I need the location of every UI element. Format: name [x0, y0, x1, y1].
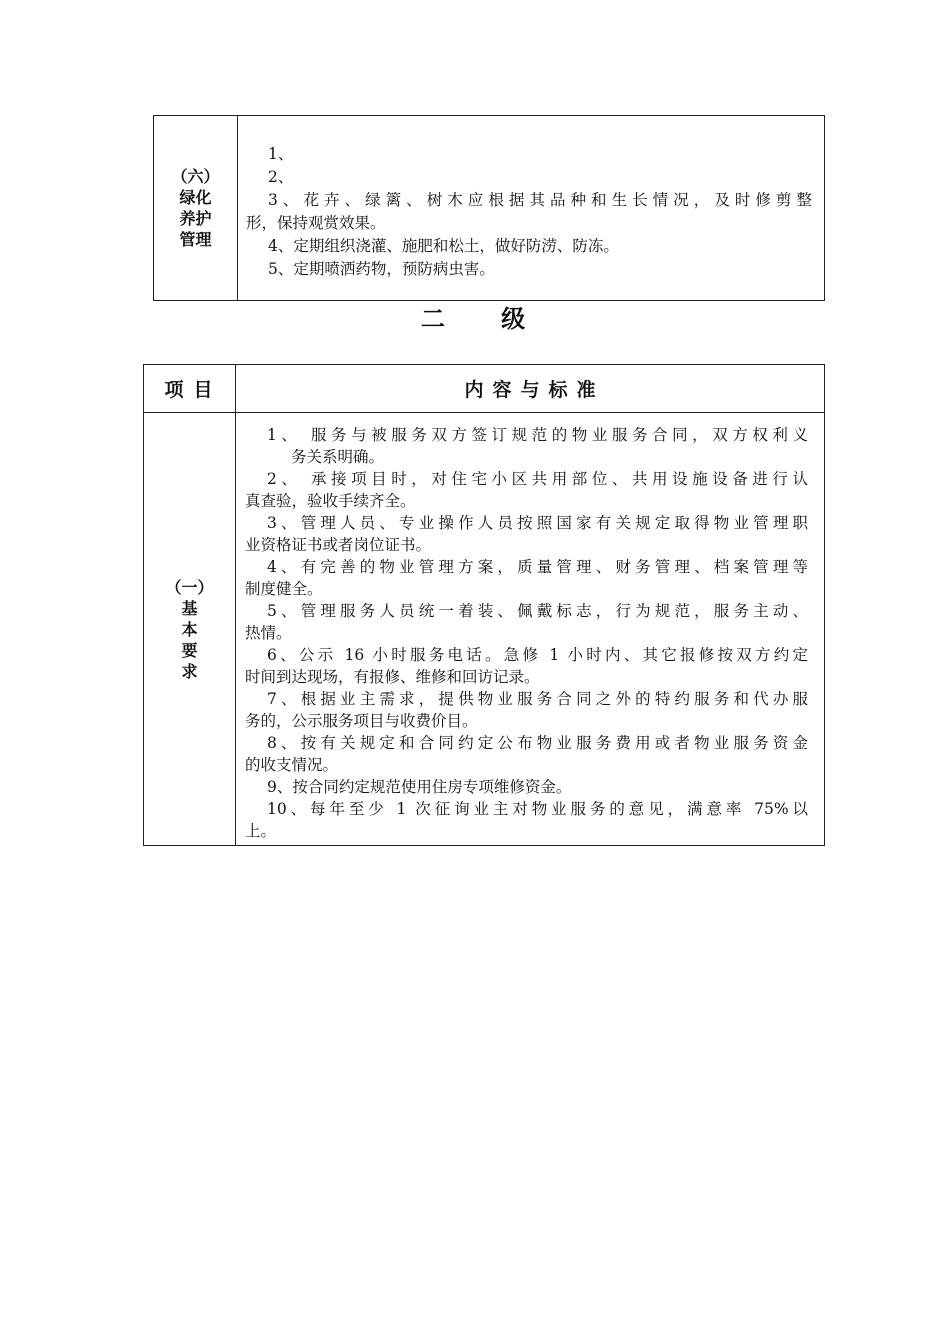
content-line: 业资格证书或者岗位证书。 [245, 536, 432, 554]
content-line: 1、 服务与被服务双方签订规范的物业服务合同，双方权利义 [267, 426, 808, 444]
content-line: 4、定期组织浇灌、施肥和松土，做好防涝、防冻。 [268, 237, 619, 255]
content-line: 热情。 [245, 624, 292, 642]
basic-requirements-table [143, 364, 825, 846]
item-label-line: 绿化 [179, 188, 212, 207]
item-label-line: 基 [181, 598, 198, 618]
item-label-line: 本 [181, 619, 198, 639]
level-heading: 二 级 [420, 305, 550, 333]
content-line: 3、管理人员、专业操作人员按照国家有关规定取得物业管理职 [267, 514, 808, 532]
content-line: 8、按有关规定和合同约定公布物业服务费用或者物业服务资金 [267, 734, 808, 752]
content-line: 6、公示 16 小时服务电话。急修 1 小时内、其它报修按双方约定 [267, 646, 808, 664]
content-line: 7、根据业主需求，提供物业服务合同之外的特约服务和代办服 [267, 690, 808, 708]
content-line: 2、 [268, 168, 294, 186]
content-line: 1、 [268, 145, 294, 163]
content-line: 上。 [245, 822, 277, 840]
content-line: 形，保持观赏效果。 [246, 214, 386, 232]
content-line: 5、定期喷洒药物，预防病虫害。 [268, 260, 495, 278]
content-line: 务的，公示服务项目与收费价目。 [245, 712, 478, 730]
content-line: 4、有完善的物业管理方案，质量管理、财务管理、档案管理等 [267, 558, 808, 576]
item-label-line: 要 [181, 640, 198, 660]
content-line: 3、花卉、绿篱、树木应根据其品种和生长情况，及时修剪整 [268, 191, 812, 209]
table-row [144, 413, 824, 845]
item-label-line: （六） [171, 167, 220, 186]
greening-item-cell [154, 116, 238, 300]
item-label-line: 养护 [179, 209, 212, 228]
content-line: 的收支情况。 [245, 756, 339, 774]
content-line: 真查验，验收手续齐全。 [245, 492, 416, 510]
content-line: 5、管理服务人员统一着装、佩戴标志，行为规范，服务主动、 [267, 602, 808, 620]
item-label-line: （一） [165, 577, 214, 597]
greening-table [153, 115, 825, 301]
header-content-standard: 内容与标准 [464, 379, 605, 401]
content-line: 10、每年至少 1 次征询业主对物业服务的意见，满意率 75%以 [267, 800, 808, 818]
table-header-row [144, 365, 824, 413]
item-label-line: 管理 [179, 230, 212, 249]
content-line: 9、按合同约定规范使用住房专项维修资金。 [267, 778, 572, 796]
basic-requirements-item-cell [144, 413, 236, 845]
header-item: 项目 [144, 365, 236, 412]
basic-requirements-content-cell [236, 413, 824, 845]
item-label-line: 求 [181, 661, 198, 681]
content-line: 务关系明确。 [291, 448, 385, 466]
content-line: 时间到达现场，有报修、维修和回访记录。 [245, 668, 540, 686]
greening-content-cell [238, 116, 824, 300]
content-line: 2、 承接项目时，对住宅小区共用部位、共用设施设备进行认 [267, 470, 808, 488]
content-line: 制度健全。 [245, 580, 323, 598]
